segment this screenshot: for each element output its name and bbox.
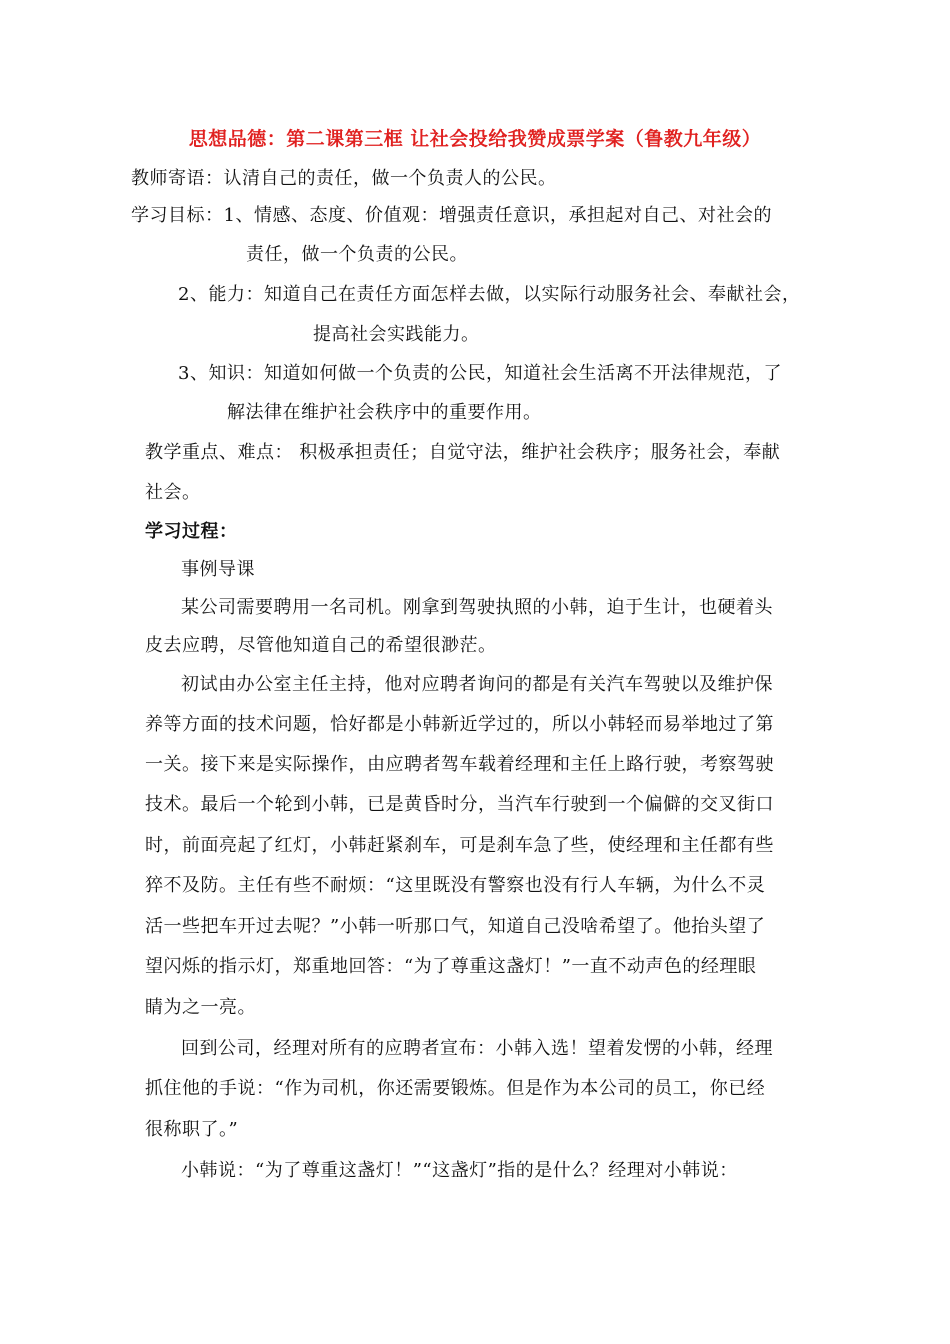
objectives-line-2: 责任，做一个负责的公民。 — [246, 244, 468, 265]
story-line: 睛为之一亮。 — [145, 997, 256, 1018]
story-line: 时，前面亮起了红灯，小韩赶紧刹车，可是刹车急了些，使经理和主任都有些 — [145, 835, 774, 856]
teacher-message: 教师寄语：认清自己的责任，做一个负责人的公民。 — [131, 168, 557, 189]
story-line: 望闪烁的指示灯，郑重地回答：“为了尊重这盏灯！”一直不动声色的经理眼 — [145, 956, 757, 977]
story-line: 抓住他的手说：“作为司机，你还需要锻炼。但是作为本公司的员工，你已经 — [145, 1078, 766, 1099]
story-line: 技术。最后一个轮到小韩，已是黄昏时分，当汽车行驶到一个偏僻的交叉街口 — [145, 794, 774, 815]
objectives-line-4: 提高社会实践能力。 — [313, 324, 480, 345]
key-points-line-1: 教学重点、难点： 积极承担责任；自觉守法，维护社会秩序；服务社会，奉献 — [145, 442, 781, 463]
story-line: 皮去应聘，尽管他知道自己的希望很渺茫。 — [145, 635, 497, 656]
objectives-line-6: 解法律在维护社会秩序中的重要作用。 — [227, 402, 542, 423]
objectives-line-5: 3、知识：知道如何做一个负责的公民，知道社会生活离不开法律规范，了 — [178, 363, 782, 384]
story-line: 养等方面的技术问题，恰好都是小韩新近学过的，所以小韩轻而易举地过了第 — [145, 714, 774, 735]
story-line: 某公司需要聘用一名司机。刚拿到驾驶执照的小韩，迫于生计，也硬着头 — [181, 597, 773, 618]
objectives-line-1: 学习目标：1、情感、态度、价值观：增强责任意识，承担起对自己、对社会的 — [131, 205, 772, 226]
story-line: 猝不及防。主任有些不耐烦：“这里既没有警察也没有行人车辆，为什么不灵 — [145, 875, 766, 896]
intro-heading: 事例导课 — [181, 559, 255, 580]
story-line: 小韩说：“为了尊重这盏灯！”“这盏灯”指的是什么？经理对小韩说： — [181, 1160, 738, 1181]
story-line: 活一些把车开过去呢？”小韩一听那口气，知道自己没啥希望了。他抬头望了 — [145, 916, 766, 937]
story-line: 回到公司，经理对所有的应聘者宣布：小韩入选！望着发愣的小韩，经理 — [181, 1038, 773, 1059]
story-line: 初试由办公室主任主持，他对应聘者询问的都是有关汽车驾驶以及维护保 — [181, 674, 773, 695]
key-points-line-2: 社会。 — [145, 482, 201, 503]
story-line: 很称职了。” — [145, 1119, 239, 1140]
objectives-line-3: 2、能力：知道自己在责任方面怎样去做，以实际行动服务社会、奉献社会， — [178, 284, 801, 305]
document-title: 思想品德：第二课第三框 让社会投给我赞成票学案（鲁教九年级） — [188, 128, 762, 150]
process-heading: 学习过程： — [145, 521, 238, 542]
story-line: 一关。接下来是实际操作，由应聘者驾车载着经理和主任上路行驶，考察驾驶 — [145, 754, 774, 775]
